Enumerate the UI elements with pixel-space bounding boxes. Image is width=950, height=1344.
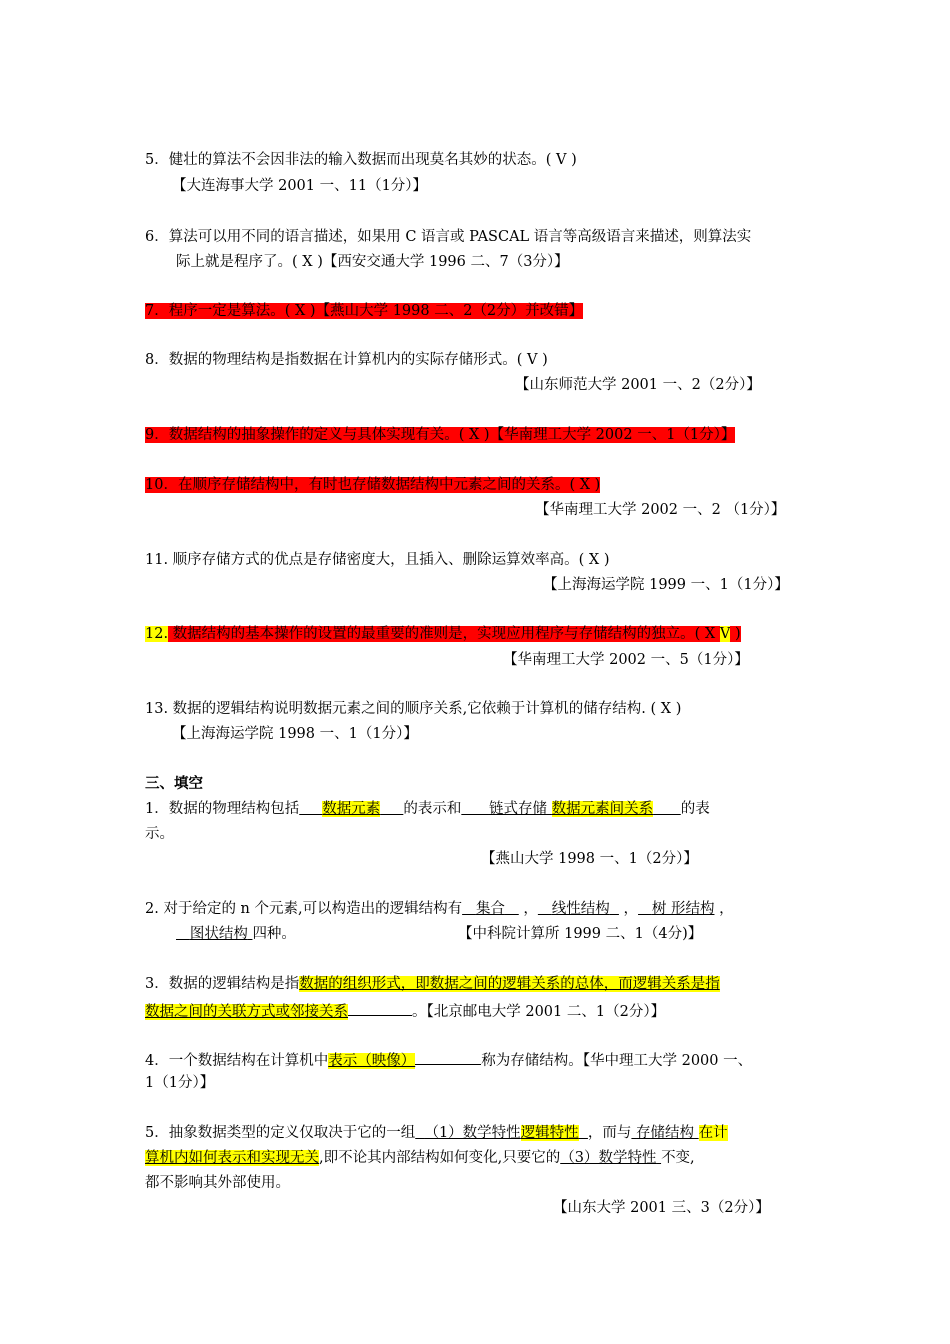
- fill-question-4: [145, 1048, 752, 1068]
- fill-5-text-4: 不变,: [661, 1150, 695, 1166]
- tf-question-11-source: 【上海海运学院 1999 一、1（1分）】: [543, 577, 789, 593]
- fill-3-blank-tail: [348, 999, 412, 1016]
- fill-4-answer-1: 表示（映像）: [328, 1053, 416, 1069]
- fill-question-5-cont-2: 都不影响其外部使用。: [145, 1175, 290, 1191]
- section-heading-fill-in: 三、填空: [145, 776, 203, 792]
- fill-question-2-cont: [176, 924, 296, 944]
- fill-2-text: 2. 对于给定的 n 个元素,可以构造出的逻辑结构有: [145, 901, 463, 917]
- fill-5-answer-2c: 算机内如何表示和实现无关: [145, 1150, 319, 1166]
- fill-2-text-2: 四种。: [252, 926, 296, 942]
- fill-question-1: [145, 799, 710, 819]
- tf-question-5-source: 【大连海事大学 2001 一、11（1分）】: [172, 178, 428, 194]
- fill-question-2-source: 【中科院计算所 1999 二、1（4分)】: [458, 926, 703, 942]
- tf-question-12-source: 【华南理工大学 2002 一、5（1分）】: [503, 652, 749, 668]
- fill-5-blank-1: [415, 1125, 588, 1141]
- fill-3-text: 3．数据的逻辑结构是指: [145, 976, 300, 992]
- tf-question-12: 数据结构的基本操作的设置的最重要的准则是，实现应用程序与存储结构的独立。( X: [168, 626, 720, 642]
- tf-question-7-line: [145, 301, 583, 321]
- tf-question-12-line: [145, 624, 741, 644]
- tf-question-13: 13. 数据的逻辑结构说明数据元素之间的顺序关系,它依赖于计算机的储存结构. ( X ): [145, 701, 682, 717]
- tf-question-12-number: 12.: [145, 626, 169, 642]
- tf-question-11: 11. 顺序存储方式的优点是存储密度大，且插入、删除运算效率高。( X ): [145, 552, 610, 568]
- fill-1-blank-1: [299, 801, 403, 817]
- fill-4-text-2: 称为存储结构。【华中理工大学 2000 一、: [481, 1053, 753, 1069]
- fill-question-4-cont: 1（1分）】: [145, 1075, 215, 1091]
- tf-question-5: 5．健壮的算法不会因非法的输入数据而出现莫名其妙的状态。( V ): [145, 152, 577, 168]
- tf-question-6-cont: 际上就是程序了。( X )【西安交通大学 1996 二、7（3分）】: [176, 254, 569, 270]
- tf-question-10-source: 【华南理工大学 2002 一、2 （1分）】: [535, 502, 786, 518]
- fill-2-answer-3: 树 形结构: [651, 901, 715, 917]
- fill-1-text-3: 的表: [680, 801, 710, 817]
- fill-4-text: 4．一个数据结构在计算机中: [145, 1053, 329, 1069]
- fill-1-answer-2a: 链式存储: [488, 801, 547, 817]
- fill-1-text-2: 的表示和: [403, 801, 462, 817]
- fill-1-answer-2b: 数据元素间关系: [551, 801, 654, 817]
- tf-question-9-line: [145, 425, 735, 445]
- tf-question-13-source: 【上海海运学院 1998 一、1（1分）】: [172, 726, 418, 742]
- fill-question-5-source: 【山东大学 2001 三、3（2分）】: [553, 1200, 770, 1216]
- fill-5-answer-2a: 存储结构: [636, 1125, 695, 1141]
- fill-question-3: [145, 974, 720, 994]
- fill-2-blank-2: [538, 901, 619, 917]
- tf-question-7: 7．程序一定是算法。( X )【燕山大学 1998 二、2（2分）并改错】: [145, 303, 584, 319]
- fill-1-blank-2: [461, 801, 680, 817]
- fill-5-answer-2b: 在计: [698, 1125, 728, 1141]
- fill-5-text-2: ，而与: [587, 1125, 632, 1141]
- fill-question-3-source: 。【北京邮电大学 2001 二、1（2分）】: [412, 1004, 666, 1020]
- tf-question-12-correction: V: [719, 626, 731, 642]
- fill-3-answer-2: 数据之间的关联方式或邻接关系: [145, 1004, 348, 1020]
- tf-question-8-source: 【山东师范大学 2001 一、2（2分）】: [515, 377, 761, 393]
- fill-5-text: 5．抽象数据类型的定义仅取决于它的一组: [145, 1125, 416, 1141]
- fill-2-answer-1: 集合: [475, 901, 505, 917]
- fill-5-text-3: ,即不论其内部结构如何变化,只要它的: [319, 1150, 561, 1166]
- fill-5-blank-2: [631, 1125, 698, 1141]
- fill-2-blank-1: [462, 901, 519, 917]
- fill-5-answer-3: （3）数学特性: [560, 1150, 657, 1166]
- fill-2-blank-4: [176, 926, 252, 942]
- fill-question-3-cont: [145, 999, 665, 1019]
- tf-question-12-end: ): [730, 626, 741, 642]
- fill-2-answer-2: 线性结构: [551, 901, 610, 917]
- fill-question-5-cont: [145, 1148, 695, 1168]
- fill-question-1-cont: 示。: [145, 826, 174, 842]
- tf-question-6: 6．算法可以用不同的语言描述，如果用 C 语言或 PASCAL 语言等高级语言来描述，则算法实: [145, 229, 752, 245]
- fill-5-blank-3: [560, 1150, 661, 1166]
- fill-5-answer-1a: （1）数学特性: [424, 1125, 521, 1141]
- fill-3-answer-1: 数据的组织形式，即数据之间的逻辑关系的总体，而逻辑关系是指: [299, 976, 720, 992]
- fill-question-5: [145, 1123, 728, 1143]
- fill-5-answer-1b: 逻辑特性: [520, 1125, 579, 1141]
- fill-question-1-source: 【燕山大学 1998 一、1（2分）】: [481, 851, 698, 867]
- fill-4-blank-tail: [415, 1048, 481, 1065]
- tf-question-9: 9．数据结构的抽象操作的定义与具体实现有关。( X )【华南理工大学 2002 一、1（1分）】: [145, 427, 736, 443]
- tf-question-8: 8．数据的物理结构是指数据在计算机内的实际存储形式。( V ): [145, 352, 548, 368]
- fill-question-2: 2. 对于给定的 n 个元素,可以构造出的逻辑结构有 集合 ， 线性结构 ， 树 形结构 ，: [145, 901, 734, 917]
- fill-1-answer-1: 数据元素: [322, 801, 381, 817]
- fill-2-answer-4: 图状结构: [189, 926, 248, 942]
- fill-2-blank-3: [638, 901, 714, 917]
- tf-question-10-line: [145, 475, 600, 495]
- tf-question-10: 10．在顺序存储结构中，有时也存储数据结构中元素之间的关系。( X ): [145, 477, 601, 493]
- fill-1-text: 1．数据的物理结构包括: [145, 801, 300, 817]
